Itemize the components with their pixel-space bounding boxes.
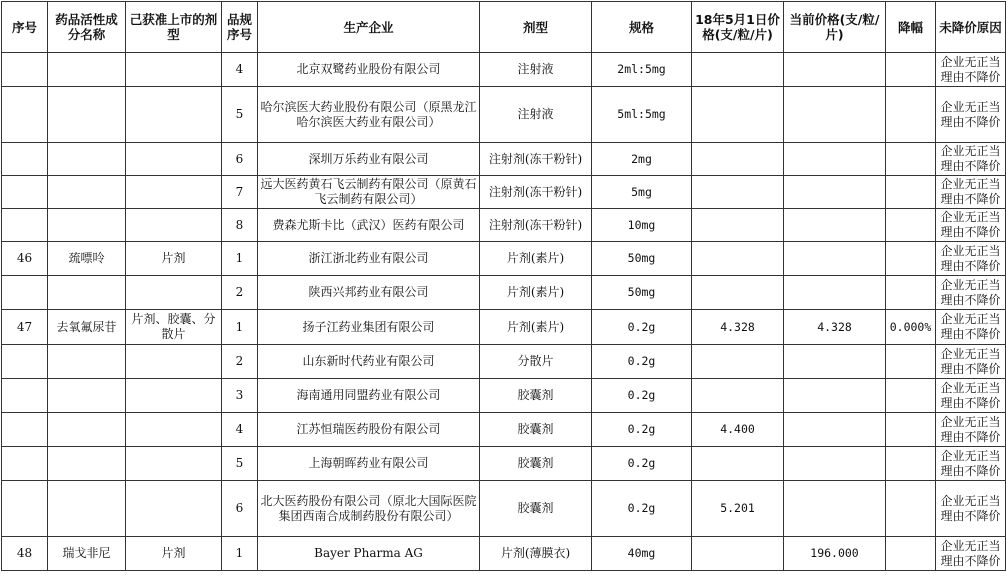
cell-manufacturer: 北京双鹭药业股份有限公司 xyxy=(258,53,480,87)
cell-drop xyxy=(886,345,936,379)
cell-price-now xyxy=(784,481,886,537)
header-spec: 规格 xyxy=(592,2,692,53)
cell-form: 片剂(薄膜衣) xyxy=(480,537,592,571)
cell-spec: 0.2g xyxy=(592,310,692,345)
cell-form: 胶囊剂 xyxy=(480,379,592,413)
cell-spec: 5mg xyxy=(592,176,692,209)
cell-ingredient xyxy=(48,413,126,447)
cell-drop xyxy=(886,447,936,481)
cell-price-now xyxy=(784,242,886,276)
header-seq: 序号 xyxy=(2,2,48,53)
header-price-may: 18年5月1日价格(支/粒/片) xyxy=(692,2,784,53)
cell-seq xyxy=(2,413,48,447)
cell-price-now xyxy=(784,345,886,379)
cell-manufacturer: 山东新时代药业有限公司 xyxy=(258,345,480,379)
cell-ingredient xyxy=(48,379,126,413)
cell-approved-forms xyxy=(126,209,222,242)
cell-approved-forms xyxy=(126,143,222,176)
cell-spec-seq: 1 xyxy=(222,310,258,345)
cell-seq xyxy=(2,53,48,87)
header-drop: 降幅 xyxy=(886,2,936,53)
cell-spec-seq: 6 xyxy=(222,143,258,176)
cell-form: 分散片 xyxy=(480,345,592,379)
cell-spec: 2mg xyxy=(592,143,692,176)
cell-approved-forms xyxy=(126,345,222,379)
cell-manufacturer: 哈尔滨医大药业股份有限公司（原黑龙江哈尔滨医大药业有限公司） xyxy=(258,87,480,143)
cell-approved-forms xyxy=(126,176,222,209)
cell-manufacturer: 江苏恒瑞医药股份有限公司 xyxy=(258,413,480,447)
cell-price-now xyxy=(784,176,886,209)
table-row xyxy=(2,481,1006,537)
header-manufacturer: 生产企业 xyxy=(258,2,480,53)
cell-ingredient xyxy=(48,53,126,87)
cell-price-may: 5.201 xyxy=(692,481,784,537)
cell-spec: 0.2g xyxy=(592,379,692,413)
cell-form: 注射剂(冻干粉针) xyxy=(480,143,592,176)
cell-price-may xyxy=(692,345,784,379)
cell-drop xyxy=(886,242,936,276)
cell-manufacturer: 扬子江药业集团有限公司 xyxy=(258,310,480,345)
cell-ingredient xyxy=(48,176,126,209)
cell-ingredient: 巯嘌呤 xyxy=(48,242,126,276)
cell-reason: 企业无正当理由不降价 xyxy=(936,176,1006,209)
header-price-now: 当前价格(支/粒/片) xyxy=(784,2,886,53)
cell-reason: 企业无正当理由不降价 xyxy=(936,413,1006,447)
header-approved-forms: 己获准上市的剂型 xyxy=(126,2,222,53)
cell-spec: 40mg xyxy=(592,537,692,571)
cell-manufacturer: 浙江浙北药业有限公司 xyxy=(258,242,480,276)
cell-form: 胶囊剂 xyxy=(480,481,592,537)
cell-reason: 企业无正当理由不降价 xyxy=(936,345,1006,379)
cell-seq xyxy=(2,209,48,242)
cell-reason: 企业无正当理由不降价 xyxy=(936,379,1006,413)
cell-price-may xyxy=(692,53,784,87)
table-row xyxy=(2,379,1006,413)
cell-price-now xyxy=(784,209,886,242)
cell-drop xyxy=(886,481,936,537)
cell-form: 胶囊剂 xyxy=(480,413,592,447)
cell-form: 片剂(素片) xyxy=(480,310,592,345)
cell-approved-forms xyxy=(126,276,222,310)
table-row xyxy=(2,87,1006,143)
cell-price-may: 4.400 xyxy=(692,413,784,447)
cell-ingredient: 瑞戈非尼 xyxy=(48,537,126,571)
cell-spec: 10mg xyxy=(592,209,692,242)
cell-ingredient xyxy=(48,276,126,310)
cell-ingredient: 去氧氟尿苷 xyxy=(48,310,126,345)
cell-drop xyxy=(886,537,936,571)
cell-price-may xyxy=(692,87,784,143)
cell-reason: 企业无正当理由不降价 xyxy=(936,242,1006,276)
cell-price-may xyxy=(692,276,784,310)
cell-spec-seq: 2 xyxy=(222,276,258,310)
cell-spec: 50mg xyxy=(592,276,692,310)
cell-manufacturer: 深圳万乐药业有限公司 xyxy=(258,143,480,176)
cell-approved-forms xyxy=(126,87,222,143)
table-row xyxy=(2,143,1006,176)
drug-price-table xyxy=(1,1,1006,571)
cell-drop: 0.000% xyxy=(886,310,936,345)
cell-approved-forms xyxy=(126,447,222,481)
cell-spec: 50mg xyxy=(592,242,692,276)
cell-spec-seq: 5 xyxy=(222,87,258,143)
cell-approved-forms: 片剂、胶囊、分散片 xyxy=(126,310,222,345)
cell-spec-seq: 1 xyxy=(222,242,258,276)
cell-spec-seq: 4 xyxy=(222,413,258,447)
cell-price-now xyxy=(784,379,886,413)
header-form: 剂型 xyxy=(480,2,592,53)
cell-drop xyxy=(886,176,936,209)
cell-spec: 5ml:5mg xyxy=(592,87,692,143)
cell-price-now xyxy=(784,413,886,447)
cell-spec: 0.2g xyxy=(592,345,692,379)
cell-spec-seq: 1 xyxy=(222,537,258,571)
cell-reason: 企业无正当理由不降价 xyxy=(936,276,1006,310)
cell-price-now xyxy=(784,87,886,143)
cell-seq xyxy=(2,345,48,379)
cell-manufacturer: 上海朝晖药业有限公司 xyxy=(258,447,480,481)
cell-drop xyxy=(886,87,936,143)
table-row xyxy=(2,345,1006,379)
cell-reason: 企业无正当理由不降价 xyxy=(936,537,1006,571)
cell-price-may xyxy=(692,176,784,209)
cell-drop xyxy=(886,379,936,413)
cell-ingredient xyxy=(48,447,126,481)
cell-seq xyxy=(2,176,48,209)
cell-spec-seq: 8 xyxy=(222,209,258,242)
cell-seq xyxy=(2,447,48,481)
cell-manufacturer: 海南通用同盟药业有限公司 xyxy=(258,379,480,413)
table-row xyxy=(2,53,1006,87)
header-spec-seq: 品规序号 xyxy=(222,2,258,53)
table-row xyxy=(2,537,1006,571)
cell-approved-forms xyxy=(126,53,222,87)
cell-price-may: 4.328 xyxy=(692,310,784,345)
cell-seq xyxy=(2,379,48,413)
cell-price-may xyxy=(692,537,784,571)
cell-form: 胶囊剂 xyxy=(480,447,592,481)
cell-seq xyxy=(2,481,48,537)
cell-manufacturer: 北大医药股份有限公司（原北大国际医院集团西南合成制药股份有限公司） xyxy=(258,481,480,537)
cell-manufacturer: 费森尤斯卡比（武汉）医药有限公司 xyxy=(258,209,480,242)
cell-manufacturer: 陕西兴邦药业有限公司 xyxy=(258,276,480,310)
table-row xyxy=(2,413,1006,447)
cell-form: 片剂(素片) xyxy=(480,276,592,310)
cell-reason: 企业无正当理由不降价 xyxy=(936,310,1006,345)
cell-price-now xyxy=(784,447,886,481)
cell-approved-forms xyxy=(126,379,222,413)
cell-form: 片剂(素片) xyxy=(480,242,592,276)
cell-manufacturer: 远大医药黄石飞云制药有限公司（原黄石飞云制药有限公司） xyxy=(258,176,480,209)
cell-form: 注射液 xyxy=(480,53,592,87)
table-body xyxy=(2,53,1006,571)
cell-spec-seq: 2 xyxy=(222,345,258,379)
cell-price-now xyxy=(784,53,886,87)
cell-spec: 0.2g xyxy=(592,447,692,481)
cell-price-may xyxy=(692,379,784,413)
cell-seq: 48 xyxy=(2,537,48,571)
cell-reason: 企业无正当理由不降价 xyxy=(936,209,1006,242)
cell-seq xyxy=(2,143,48,176)
cell-price-may xyxy=(692,209,784,242)
cell-price-may xyxy=(692,143,784,176)
cell-spec: 0.2g xyxy=(592,413,692,447)
cell-approved-forms xyxy=(126,413,222,447)
header-ingredient: 药品活性成分名称 xyxy=(48,2,126,53)
cell-ingredient xyxy=(48,87,126,143)
cell-form: 注射液 xyxy=(480,87,592,143)
cell-spec-seq: 3 xyxy=(222,379,258,413)
cell-spec: 0.2g xyxy=(592,481,692,537)
cell-price-may xyxy=(692,242,784,276)
cell-approved-forms: 片剂 xyxy=(126,242,222,276)
table-row xyxy=(2,310,1006,345)
cell-approved-forms: 片剂 xyxy=(126,537,222,571)
cell-ingredient xyxy=(48,345,126,379)
cell-reason: 企业无正当理由不降价 xyxy=(936,447,1006,481)
cell-spec: 2ml:5mg xyxy=(592,53,692,87)
table-row xyxy=(2,176,1006,209)
cell-price-now: 196.000 xyxy=(784,537,886,571)
cell-ingredient xyxy=(48,143,126,176)
cell-price-now xyxy=(784,276,886,310)
table-row xyxy=(2,209,1006,242)
table-row xyxy=(2,447,1006,481)
table-row xyxy=(2,242,1006,276)
cell-ingredient xyxy=(48,209,126,242)
cell-seq xyxy=(2,276,48,310)
cell-price-may xyxy=(692,447,784,481)
cell-spec-seq: 4 xyxy=(222,53,258,87)
table-row xyxy=(2,276,1006,310)
cell-reason: 企业无正当理由不降价 xyxy=(936,87,1006,143)
cell-spec-seq: 5 xyxy=(222,447,258,481)
cell-spec-seq: 6 xyxy=(222,481,258,537)
cell-price-now xyxy=(784,143,886,176)
cell-drop xyxy=(886,209,936,242)
cell-spec-seq: 7 xyxy=(222,176,258,209)
cell-reason: 企业无正当理由不降价 xyxy=(936,53,1006,87)
cell-form: 注射剂(冻干粉针) xyxy=(480,209,592,242)
cell-seq: 47 xyxy=(2,310,48,345)
header-reason: 未降价原因 xyxy=(936,2,1006,53)
cell-drop xyxy=(886,413,936,447)
cell-reason: 企业无正当理由不降价 xyxy=(936,481,1006,537)
cell-drop xyxy=(886,276,936,310)
cell-price-now: 4.328 xyxy=(784,310,886,345)
cell-reason: 企业无正当理由不降价 xyxy=(936,143,1006,176)
cell-drop xyxy=(886,53,936,87)
cell-approved-forms xyxy=(126,481,222,537)
cell-form: 注射剂(冻干粉针) xyxy=(480,176,592,209)
cell-ingredient xyxy=(48,481,126,537)
header-row xyxy=(2,2,1006,53)
cell-seq xyxy=(2,87,48,143)
cell-seq: 46 xyxy=(2,242,48,276)
cell-manufacturer: Bayer Pharma AG xyxy=(258,537,480,571)
cell-drop xyxy=(886,143,936,176)
